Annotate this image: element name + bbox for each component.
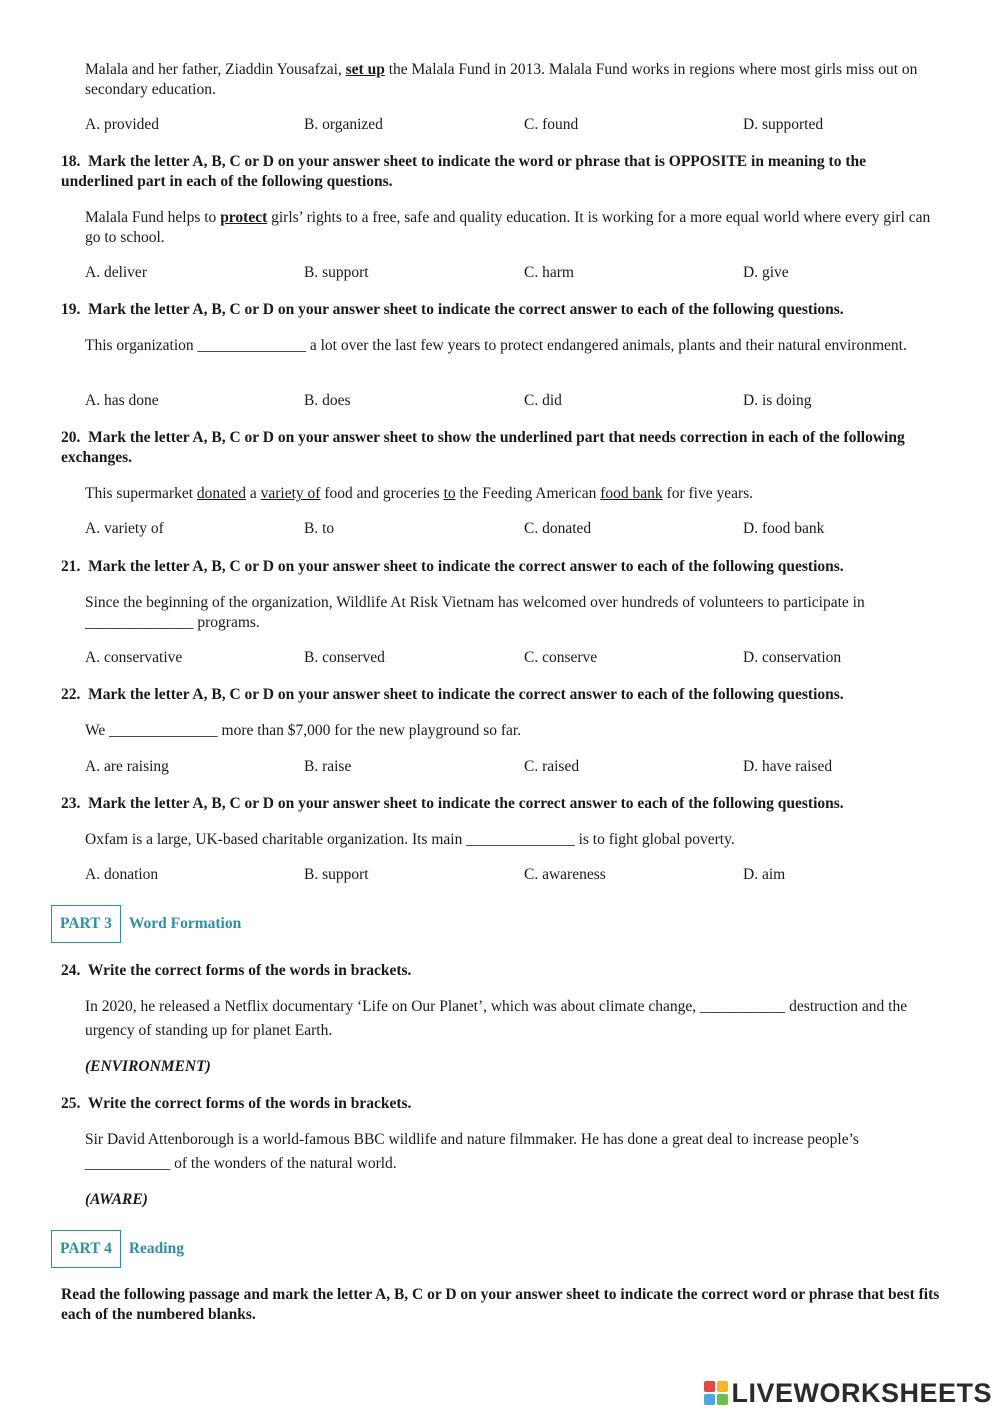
q21-option-a[interactable]: A. conservative: [85, 649, 183, 666]
q17-stem: Malala and her father, Ziaddin Yousafzai, set up the Malala Fund in 2013. Malala Fund works in regions where most girls miss out on secondary education.: [85, 61, 918, 98]
q20-underlined-food-bank: food bank: [600, 485, 663, 502]
q23-instruction: 23. Mark the letter A, B, C or D on your answer sheet to indicate the correct answer to each of the following questions.: [61, 795, 844, 812]
logo-square-red: [704, 1381, 715, 1392]
part3-label: PART 3: [51, 905, 121, 943]
logo-square-yellow: [717, 1381, 728, 1392]
q23-option-b[interactable]: B. support: [304, 866, 369, 883]
part4-label: PART 4: [51, 1230, 121, 1268]
q19-options: [85, 392, 955, 412]
q22-option-a[interactable]: A. are raising: [85, 758, 169, 775]
q20-instruction: 20. Mark the letter A, B, C or D on your answer sheet to show the underlined part that needs correction in each of the following exchanges.: [61, 429, 905, 466]
part3-header: [51, 905, 241, 943]
q24-instruction: 24. Write the correct forms of the words in brackets.: [61, 962, 412, 979]
q22-options: [85, 758, 955, 778]
q22-option-b[interactable]: B. raise: [304, 758, 352, 775]
q18-stem: Malala Fund helps to protect girls’ rights to a free, safe and quality education. It is working for a more equal world where every girl can go to school.: [85, 209, 931, 246]
q21-options: [85, 649, 955, 669]
q20-stem: This supermarket donated a variety of food and groceries to the Feeding American food bank for five years.: [85, 485, 754, 502]
q23-option-d[interactable]: D. aim: [743, 866, 786, 883]
q25-hint: (AWARE): [85, 1191, 148, 1208]
q17-option-c[interactable]: C. found: [524, 116, 579, 133]
q18-option-b[interactable]: B. support: [304, 264, 369, 281]
q19-option-d[interactable]: D. is doing: [743, 392, 812, 409]
q17-option-b[interactable]: B. organized: [304, 116, 383, 133]
logo-text: LIVEWORKSHEETS: [731, 1377, 992, 1408]
q19-stem: This organization ______________ a lot over the last few years to protect endangered animals, plants and their natural environment.: [85, 337, 907, 354]
logo-mark-icon: [704, 1381, 728, 1405]
q19-option-b[interactable]: B. does: [304, 392, 351, 409]
part3-title: Word Formation: [128, 915, 242, 932]
logo-square-blue: [704, 1394, 715, 1405]
q18-option-c[interactable]: C. harm: [524, 264, 574, 281]
q17-option-d[interactable]: D. supported: [743, 116, 824, 133]
q23-option-a[interactable]: A. donation: [85, 866, 159, 883]
q22-stem: We ______________ more than $7,000 for the new playground so far.: [85, 722, 522, 739]
q22-instruction: 22. Mark the letter A, B, C or D on your answer sheet to indicate the correct answer to each of the following questions.: [61, 686, 844, 703]
q19-option-c[interactable]: C. did: [524, 392, 562, 409]
q20-underlined-variety-of: variety of: [260, 485, 321, 502]
q25-stem: Sir David Attenborough is a world-famous BBC wildlife and nature filmmaker. He has done a great deal to increase people’s ___________ of the wonders of the natural world.: [85, 1131, 859, 1172]
q24-stem: In 2020, he released a Netflix documentary ‘Life on Our Planet’, which was about climate change, ___________ destruction and the urgency of standing up for planet Earth.: [85, 998, 908, 1039]
q20-underlined-donated: donated: [196, 485, 246, 502]
q21-stem: Since the beginning of the organization, Wildlife At Risk Vietnam has welcomed over hundreds of volunteers to participate in ______________ programs.: [85, 594, 865, 631]
q20-option-d[interactable]: D. food bank: [743, 520, 825, 537]
q21-option-d[interactable]: D. conservation: [743, 649, 842, 666]
q19-option-a[interactable]: A. has done: [85, 392, 159, 409]
part4-title: Reading: [128, 1240, 184, 1257]
q18-option-d[interactable]: D. give: [743, 264, 789, 281]
q18-option-a[interactable]: A. deliver: [85, 264, 147, 281]
q17-options: [85, 116, 955, 136]
q17-option-a[interactable]: A. provided: [85, 116, 160, 133]
q23-options: [85, 866, 955, 886]
q19-instruction: 19. Mark the letter A, B, C or D on your answer sheet to indicate the correct answer to each of the following questions.: [61, 301, 844, 318]
q22-option-c[interactable]: C. raised: [524, 758, 580, 775]
reading-instruction: Read the following passage and mark the letter A, B, C or D on your answer sheet to indicate the correct word or phrase that best fits each of the numbered blanks.: [61, 1286, 940, 1323]
liveworksheets-logo: [704, 1378, 992, 1408]
q21-instruction: 21. Mark the letter A, B, C or D on your answer sheet to indicate the correct answer to each of the following questions.: [61, 558, 844, 575]
q18-instruction: 18. Mark the letter A, B, C or D on your answer sheet to indicate the word or phrase that is OPPOSITE in meaning to the underlined part in each of the following questions.: [61, 153, 866, 190]
q24-hint: (ENVIRONMENT): [85, 1058, 211, 1075]
q20-option-c[interactable]: C. donated: [524, 520, 592, 537]
q22-option-d[interactable]: D. have raised: [743, 758, 833, 775]
q21-option-c[interactable]: C. conserve: [524, 649, 598, 666]
q23-stem: Oxfam is a large, UK-based charitable organization. Its main ______________ is to fight global poverty.: [85, 831, 735, 848]
logo-square-green: [717, 1394, 728, 1405]
part4-header: [51, 1230, 184, 1268]
q20-option-b[interactable]: B. to: [304, 520, 335, 537]
q21-option-b[interactable]: B. conserved: [304, 649, 385, 666]
q18-options: [85, 264, 955, 284]
q17-underlined-key: set up: [345, 61, 385, 78]
q25-instruction: 25. Write the correct forms of the words in brackets.: [61, 1095, 412, 1112]
q20-options: [85, 520, 955, 540]
q20-option-a[interactable]: A. variety of: [85, 520, 164, 537]
q18-underlined-key: protect: [220, 209, 268, 226]
q23-option-c[interactable]: C. awareness: [524, 866, 606, 883]
q20-underlined-to: to: [443, 485, 456, 502]
